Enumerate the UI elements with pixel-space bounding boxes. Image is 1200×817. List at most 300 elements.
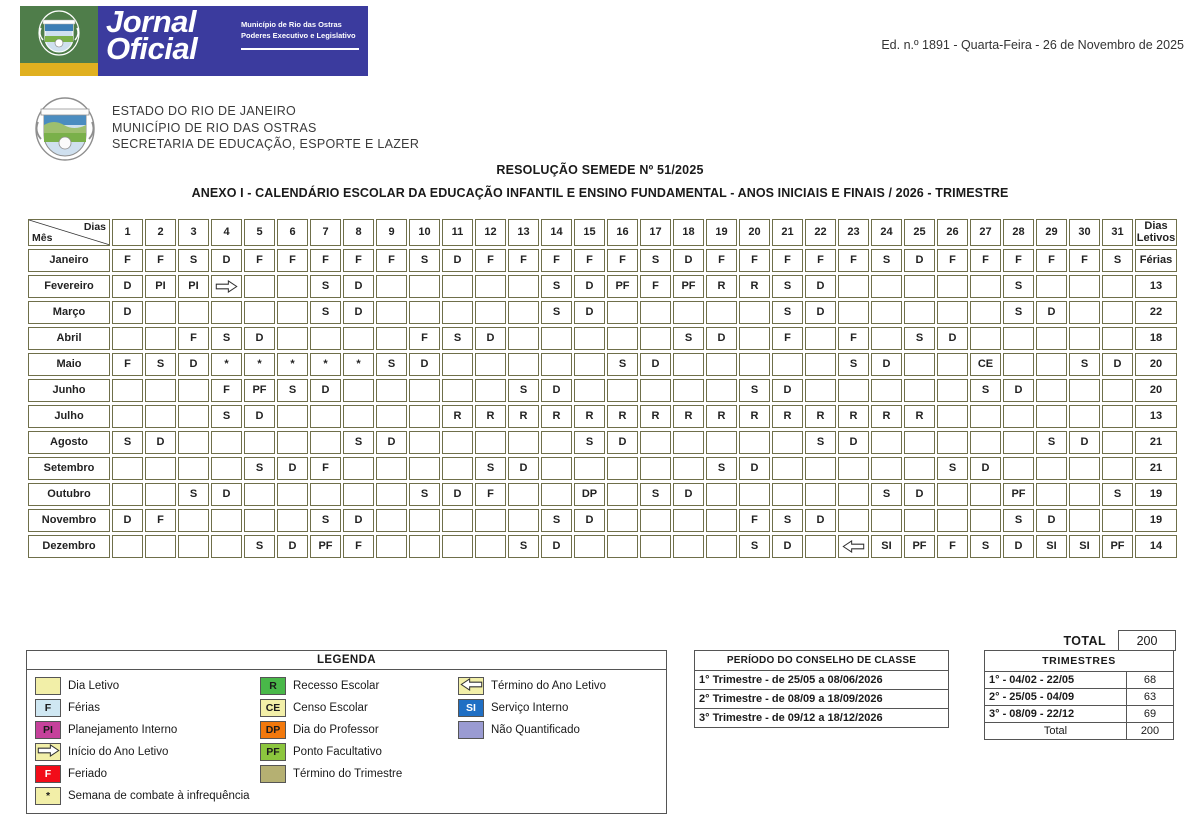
day-cell[interactable]: D <box>310 379 341 402</box>
day-cell[interactable]: D <box>112 301 143 324</box>
day-cell[interactable]: F <box>970 249 1001 272</box>
day-cell[interactable] <box>706 353 737 376</box>
day-cell[interactable]: S <box>673 327 704 350</box>
day-cell[interactable] <box>1003 431 1034 454</box>
day-cell[interactable]: R <box>541 405 572 428</box>
day-cell[interactable] <box>838 301 869 324</box>
day-cell[interactable]: D <box>376 431 407 454</box>
day-cell[interactable] <box>640 379 671 402</box>
day-cell[interactable] <box>310 405 341 428</box>
day-cell[interactable]: S <box>1102 483 1133 506</box>
day-cell[interactable] <box>112 379 143 402</box>
day-cell[interactable] <box>1069 483 1100 506</box>
day-cell[interactable] <box>343 483 374 506</box>
day-cell[interactable] <box>970 431 1001 454</box>
day-cell[interactable] <box>607 535 638 558</box>
day-cell[interactable]: CE <box>970 353 1001 376</box>
day-cell[interactable]: S <box>640 249 671 272</box>
day-cell[interactable] <box>541 353 572 376</box>
day-cell[interactable]: D <box>343 509 374 532</box>
day-cell[interactable] <box>409 379 440 402</box>
day-cell[interactable]: F <box>409 327 440 350</box>
day-cell[interactable] <box>145 405 176 428</box>
day-cell[interactable]: F <box>838 249 869 272</box>
day-cell[interactable] <box>211 431 242 454</box>
day-cell[interactable] <box>178 405 209 428</box>
day-cell[interactable] <box>1036 457 1067 480</box>
day-cell[interactable] <box>409 535 440 558</box>
day-cell[interactable]: * <box>277 353 308 376</box>
day-cell[interactable] <box>376 483 407 506</box>
day-cell[interactable] <box>937 379 968 402</box>
day-cell[interactable] <box>310 327 341 350</box>
day-cell[interactable] <box>706 301 737 324</box>
day-cell[interactable]: F <box>475 483 506 506</box>
day-cell[interactable]: D <box>1036 301 1067 324</box>
day-cell[interactable] <box>904 509 935 532</box>
day-cell[interactable]: F <box>508 249 539 272</box>
day-cell[interactable]: R <box>904 405 935 428</box>
day-cell[interactable] <box>376 405 407 428</box>
day-cell[interactable]: F <box>937 249 968 272</box>
day-cell[interactable] <box>1102 405 1133 428</box>
day-cell[interactable] <box>508 431 539 454</box>
day-cell[interactable]: F <box>376 249 407 272</box>
day-cell[interactable]: D <box>277 535 308 558</box>
day-cell[interactable] <box>574 379 605 402</box>
day-cell[interactable] <box>871 275 902 298</box>
day-cell[interactable] <box>904 431 935 454</box>
day-cell[interactable] <box>244 275 275 298</box>
day-cell[interactable] <box>937 483 968 506</box>
day-cell[interactable]: S <box>970 379 1001 402</box>
day-cell[interactable]: D <box>739 457 770 480</box>
day-cell[interactable] <box>508 353 539 376</box>
day-cell[interactable] <box>343 327 374 350</box>
day-cell[interactable] <box>178 379 209 402</box>
day-cell[interactable] <box>508 275 539 298</box>
day-cell[interactable]: DP <box>574 483 605 506</box>
day-cell[interactable] <box>970 301 1001 324</box>
day-cell[interactable]: R <box>442 405 473 428</box>
day-cell[interactable] <box>673 379 704 402</box>
day-cell[interactable] <box>145 327 176 350</box>
day-cell[interactable]: F <box>343 535 374 558</box>
day-cell[interactable] <box>244 301 275 324</box>
day-cell[interactable]: S <box>541 275 572 298</box>
day-cell[interactable]: S <box>1069 353 1100 376</box>
day-cell[interactable]: F <box>739 509 770 532</box>
day-cell[interactable] <box>1036 353 1067 376</box>
day-cell[interactable]: R <box>508 405 539 428</box>
day-cell[interactable]: S <box>508 535 539 558</box>
day-cell[interactable] <box>739 327 770 350</box>
day-cell[interactable]: S <box>607 353 638 376</box>
day-cell[interactable] <box>574 535 605 558</box>
day-cell[interactable]: F <box>574 249 605 272</box>
day-cell[interactable] <box>673 509 704 532</box>
day-cell[interactable]: S <box>772 301 803 324</box>
day-cell[interactable]: D <box>1036 509 1067 532</box>
day-cell[interactable] <box>211 509 242 532</box>
day-cell[interactable]: D <box>805 275 836 298</box>
day-cell[interactable]: F <box>277 249 308 272</box>
day-cell[interactable] <box>970 483 1001 506</box>
day-cell[interactable] <box>805 327 836 350</box>
day-cell[interactable]: S <box>772 275 803 298</box>
day-cell[interactable] <box>706 509 737 532</box>
day-cell[interactable]: F <box>112 249 143 272</box>
day-cell[interactable] <box>607 301 638 324</box>
day-cell[interactable]: S <box>805 431 836 454</box>
day-cell[interactable] <box>508 301 539 324</box>
day-cell[interactable] <box>1102 275 1133 298</box>
day-cell[interactable]: D <box>640 353 671 376</box>
day-cell[interactable]: D <box>871 353 902 376</box>
day-cell[interactable] <box>112 483 143 506</box>
day-cell[interactable] <box>1069 379 1100 402</box>
day-cell[interactable]: F <box>739 249 770 272</box>
day-cell[interactable]: F <box>706 249 737 272</box>
day-cell[interactable] <box>145 535 176 558</box>
day-cell[interactable] <box>1102 301 1133 324</box>
day-cell[interactable]: R <box>607 405 638 428</box>
day-cell[interactable]: S <box>409 483 440 506</box>
day-cell[interactable] <box>376 301 407 324</box>
day-cell[interactable] <box>376 275 407 298</box>
day-cell[interactable] <box>442 509 473 532</box>
day-cell[interactable]: PF <box>310 535 341 558</box>
day-cell[interactable] <box>442 379 473 402</box>
day-cell[interactable]: F <box>211 379 242 402</box>
day-cell[interactable] <box>343 379 374 402</box>
day-cell[interactable] <box>838 275 869 298</box>
day-cell[interactable]: S <box>178 249 209 272</box>
day-cell[interactable] <box>409 509 440 532</box>
day-cell[interactable]: F <box>805 249 836 272</box>
day-cell[interactable] <box>739 431 770 454</box>
day-cell[interactable]: R <box>673 405 704 428</box>
day-cell[interactable] <box>442 301 473 324</box>
day-cell[interactable]: F <box>475 249 506 272</box>
day-cell[interactable] <box>1003 457 1034 480</box>
day-cell[interactable]: R <box>640 405 671 428</box>
day-cell[interactable] <box>1069 301 1100 324</box>
day-cell[interactable] <box>211 535 242 558</box>
day-cell[interactable] <box>475 379 506 402</box>
day-cell[interactable] <box>871 379 902 402</box>
day-cell[interactable]: F <box>541 249 572 272</box>
day-cell[interactable]: D <box>343 275 374 298</box>
day-cell[interactable]: S <box>376 353 407 376</box>
day-cell[interactable] <box>376 509 407 532</box>
day-cell[interactable] <box>409 275 440 298</box>
day-cell[interactable] <box>376 327 407 350</box>
day-cell[interactable] <box>574 353 605 376</box>
day-cell[interactable]: F <box>937 535 968 558</box>
day-cell[interactable]: S <box>1036 431 1067 454</box>
day-cell[interactable] <box>310 431 341 454</box>
day-cell[interactable]: D <box>805 509 836 532</box>
day-cell[interactable] <box>178 535 209 558</box>
day-cell[interactable]: D <box>574 275 605 298</box>
day-cell[interactable] <box>871 457 902 480</box>
day-cell[interactable]: D <box>442 249 473 272</box>
day-cell[interactable] <box>409 431 440 454</box>
day-cell[interactable] <box>178 509 209 532</box>
day-cell[interactable]: S <box>244 535 275 558</box>
day-cell[interactable]: D <box>1102 353 1133 376</box>
day-cell[interactable] <box>1069 405 1100 428</box>
day-cell[interactable]: S <box>409 249 440 272</box>
day-cell[interactable]: R <box>706 405 737 428</box>
day-cell[interactable] <box>442 431 473 454</box>
day-cell[interactable]: SI <box>871 535 902 558</box>
day-cell[interactable]: S <box>871 249 902 272</box>
day-cell[interactable]: D <box>343 301 374 324</box>
day-cell[interactable]: D <box>937 327 968 350</box>
day-cell[interactable]: S <box>112 431 143 454</box>
day-cell[interactable]: R <box>574 405 605 428</box>
day-cell[interactable] <box>937 301 968 324</box>
day-cell[interactable] <box>871 301 902 324</box>
day-cell[interactable] <box>607 457 638 480</box>
day-cell[interactable] <box>409 405 440 428</box>
day-cell[interactable] <box>673 535 704 558</box>
day-cell[interactable] <box>277 275 308 298</box>
day-cell[interactable] <box>145 379 176 402</box>
day-cell[interactable] <box>409 457 440 480</box>
day-cell[interactable]: F <box>1069 249 1100 272</box>
day-cell[interactable] <box>475 353 506 376</box>
day-cell[interactable]: D <box>574 301 605 324</box>
day-cell[interactable] <box>871 509 902 532</box>
day-cell[interactable]: PF <box>673 275 704 298</box>
day-cell[interactable] <box>706 483 737 506</box>
day-cell[interactable] <box>1102 327 1133 350</box>
day-cell[interactable] <box>1036 379 1067 402</box>
day-cell[interactable] <box>508 327 539 350</box>
day-cell[interactable]: D <box>706 327 737 350</box>
day-cell[interactable]: D <box>409 353 440 376</box>
day-cell[interactable] <box>112 535 143 558</box>
day-cell[interactable] <box>739 353 770 376</box>
day-cell[interactable] <box>112 327 143 350</box>
day-cell[interactable]: D <box>145 431 176 454</box>
day-cell[interactable] <box>1069 327 1100 350</box>
day-cell[interactable] <box>739 483 770 506</box>
day-cell[interactable] <box>838 509 869 532</box>
day-cell[interactable] <box>244 431 275 454</box>
day-cell[interactable] <box>145 301 176 324</box>
day-cell[interactable]: S <box>277 379 308 402</box>
day-cell[interactable] <box>277 483 308 506</box>
day-cell[interactable] <box>1036 275 1067 298</box>
day-cell[interactable] <box>739 301 770 324</box>
day-cell[interactable] <box>904 301 935 324</box>
day-cell[interactable]: S <box>475 457 506 480</box>
day-cell[interactable] <box>937 405 968 428</box>
day-cell[interactable]: D <box>541 379 572 402</box>
day-cell[interactable]: D <box>541 535 572 558</box>
day-cell[interactable] <box>1036 483 1067 506</box>
day-cell[interactable]: PF <box>904 535 935 558</box>
day-cell[interactable]: F <box>772 249 803 272</box>
day-cell[interactable]: S <box>310 275 341 298</box>
day-cell[interactable] <box>475 431 506 454</box>
day-cell[interactable] <box>475 509 506 532</box>
day-cell[interactable]: R <box>772 405 803 428</box>
day-cell[interactable] <box>937 353 968 376</box>
day-cell[interactable] <box>1036 327 1067 350</box>
day-cell[interactable] <box>805 379 836 402</box>
day-cell[interactable] <box>1102 509 1133 532</box>
day-cell[interactable]: F <box>1003 249 1034 272</box>
day-cell[interactable] <box>772 431 803 454</box>
day-cell[interactable] <box>805 353 836 376</box>
day-cell[interactable]: D <box>673 249 704 272</box>
day-cell[interactable]: * <box>244 353 275 376</box>
day-cell[interactable] <box>607 327 638 350</box>
day-cell[interactable] <box>442 457 473 480</box>
day-cell[interactable] <box>541 457 572 480</box>
day-cell[interactable]: D <box>1003 535 1034 558</box>
day-cell[interactable] <box>607 483 638 506</box>
day-cell[interactable]: D <box>904 249 935 272</box>
day-cell[interactable] <box>640 535 671 558</box>
day-cell[interactable]: S <box>970 535 1001 558</box>
day-cell[interactable] <box>1069 275 1100 298</box>
day-cell[interactable]: F <box>772 327 803 350</box>
day-cell[interactable] <box>904 457 935 480</box>
day-cell[interactable] <box>541 431 572 454</box>
day-cell[interactable]: D <box>805 301 836 324</box>
day-cell[interactable] <box>178 457 209 480</box>
day-cell[interactable]: D <box>772 379 803 402</box>
day-cell[interactable] <box>442 275 473 298</box>
day-cell[interactable]: S <box>904 327 935 350</box>
day-cell[interactable]: S <box>211 405 242 428</box>
day-cell[interactable] <box>574 327 605 350</box>
day-cell[interactable]: R <box>871 405 902 428</box>
day-cell[interactable]: * <box>310 353 341 376</box>
day-cell[interactable] <box>970 509 1001 532</box>
day-cell[interactable] <box>178 301 209 324</box>
day-cell[interactable]: F <box>244 249 275 272</box>
day-cell[interactable] <box>244 509 275 532</box>
day-cell[interactable] <box>475 301 506 324</box>
day-cell[interactable]: * <box>343 353 374 376</box>
day-cell[interactable] <box>805 483 836 506</box>
day-cell[interactable] <box>475 535 506 558</box>
day-cell[interactable]: S <box>310 301 341 324</box>
day-cell[interactable] <box>772 457 803 480</box>
day-cell[interactable] <box>772 483 803 506</box>
day-cell[interactable]: F <box>145 509 176 532</box>
day-cell[interactable]: S <box>838 353 869 376</box>
day-cell[interactable]: SI <box>1036 535 1067 558</box>
day-cell[interactable]: D <box>508 457 539 480</box>
day-cell[interactable]: F <box>1036 249 1067 272</box>
day-cell[interactable] <box>574 457 605 480</box>
day-cell[interactable]: D <box>442 483 473 506</box>
day-cell[interactable] <box>211 275 242 298</box>
day-cell[interactable]: D <box>475 327 506 350</box>
day-cell[interactable] <box>376 457 407 480</box>
day-cell[interactable] <box>508 509 539 532</box>
day-cell[interactable]: PF <box>244 379 275 402</box>
day-cell[interactable] <box>475 275 506 298</box>
day-cell[interactable]: D <box>112 509 143 532</box>
day-cell[interactable]: D <box>178 353 209 376</box>
day-cell[interactable]: R <box>805 405 836 428</box>
day-cell[interactable] <box>673 301 704 324</box>
day-cell[interactable]: SI <box>1069 535 1100 558</box>
day-cell[interactable]: * <box>211 353 242 376</box>
day-cell[interactable]: S <box>541 301 572 324</box>
day-cell[interactable] <box>706 379 737 402</box>
day-cell[interactable] <box>640 457 671 480</box>
day-cell[interactable]: S <box>739 379 770 402</box>
day-cell[interactable]: S <box>343 431 374 454</box>
day-cell[interactable] <box>145 483 176 506</box>
day-cell[interactable]: S <box>739 535 770 558</box>
day-cell[interactable]: R <box>706 275 737 298</box>
day-cell[interactable] <box>640 301 671 324</box>
day-cell[interactable] <box>1003 327 1034 350</box>
day-cell[interactable]: S <box>211 327 242 350</box>
day-cell[interactable]: F <box>310 249 341 272</box>
day-cell[interactable]: D <box>1003 379 1034 402</box>
day-cell[interactable]: PF <box>1102 535 1133 558</box>
day-cell[interactable]: F <box>607 249 638 272</box>
day-cell[interactable] <box>607 379 638 402</box>
day-cell[interactable]: D <box>574 509 605 532</box>
day-cell[interactable]: PF <box>1003 483 1034 506</box>
day-cell[interactable]: D <box>244 327 275 350</box>
day-cell[interactable] <box>376 535 407 558</box>
day-cell[interactable]: S <box>1003 509 1034 532</box>
day-cell[interactable] <box>1102 457 1133 480</box>
day-cell[interactable]: D <box>970 457 1001 480</box>
day-cell[interactable] <box>871 431 902 454</box>
day-cell[interactable]: F <box>178 327 209 350</box>
day-cell[interactable] <box>112 405 143 428</box>
day-cell[interactable]: R <box>739 405 770 428</box>
day-cell[interactable]: F <box>343 249 374 272</box>
day-cell[interactable]: F <box>112 353 143 376</box>
day-cell[interactable] <box>178 431 209 454</box>
day-cell[interactable] <box>970 327 1001 350</box>
day-cell[interactable]: F <box>640 275 671 298</box>
day-cell[interactable] <box>805 535 836 558</box>
day-cell[interactable]: D <box>904 483 935 506</box>
day-cell[interactable]: F <box>145 249 176 272</box>
day-cell[interactable]: F <box>838 327 869 350</box>
day-cell[interactable]: R <box>739 275 770 298</box>
day-cell[interactable] <box>145 457 176 480</box>
day-cell[interactable]: S <box>145 353 176 376</box>
day-cell[interactable]: D <box>838 431 869 454</box>
day-cell[interactable] <box>1102 379 1133 402</box>
day-cell[interactable] <box>904 275 935 298</box>
day-cell[interactable]: D <box>112 275 143 298</box>
day-cell[interactable]: S <box>640 483 671 506</box>
day-cell[interactable] <box>211 301 242 324</box>
day-cell[interactable] <box>805 457 836 480</box>
day-cell[interactable]: S <box>541 509 572 532</box>
day-cell[interactable] <box>1102 431 1133 454</box>
